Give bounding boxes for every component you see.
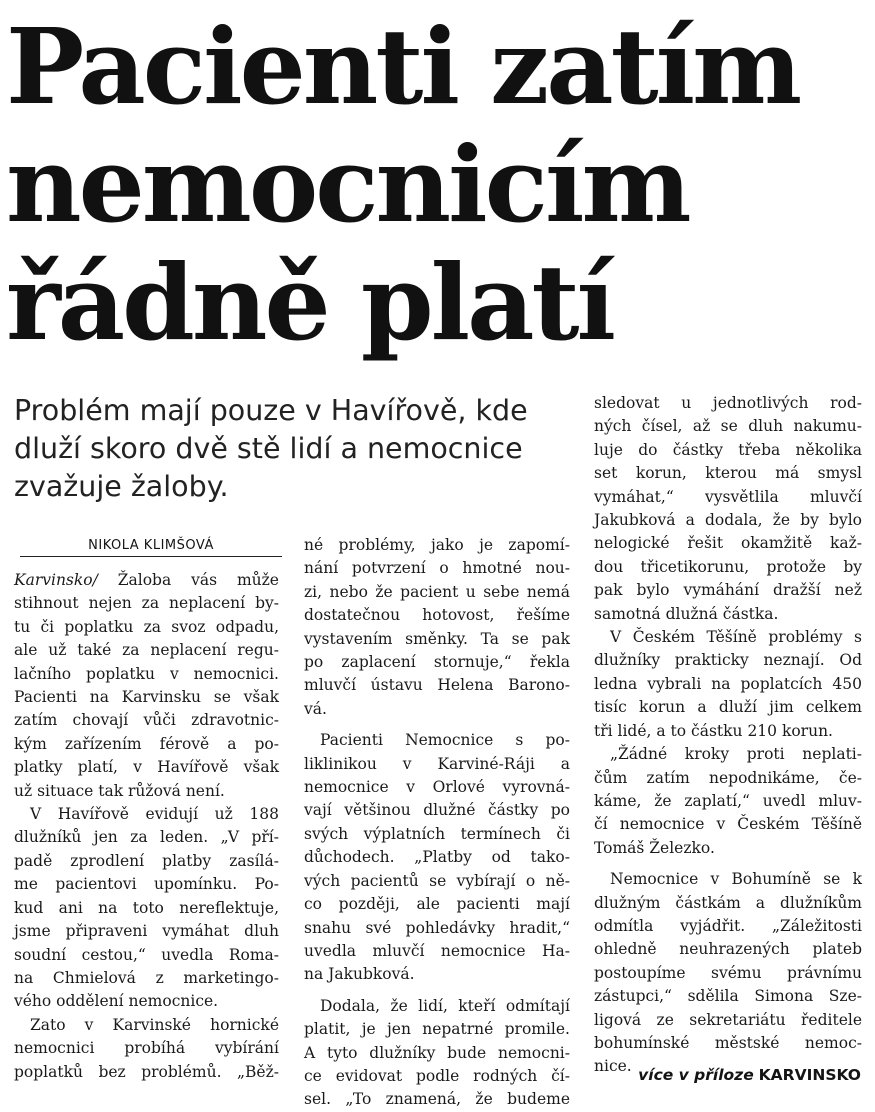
text-line: po zaplacení stornuje,“ řekla — [304, 653, 570, 672]
text-line: ohledně neuhrazených plateb — [594, 940, 862, 959]
text-line: vystavením směnky. Ta se pak — [304, 629, 570, 648]
text-line: Pacienti na Karvinsku se však — [14, 688, 279, 707]
text-line: dou třicetikorunu, protože by — [594, 557, 862, 576]
text-line: vých pacientů se vybírají o ně- — [304, 871, 570, 890]
lede-line: Problém mají pouze v Havířově, kde — [14, 394, 528, 427]
article-column-1 — [14, 569, 279, 1084]
text-line: tu či poplatku za svoz odpadu, — [14, 617, 279, 636]
text-line: Pacienti Nemocnice s po- — [320, 731, 570, 750]
text-line: na Chmielová z marketingo- — [14, 968, 279, 987]
text-line: snahu své pohledávky hradit,“ — [304, 918, 570, 937]
text-line: Karvinsko/ Žaloba vás může — [14, 571, 279, 589]
text-line: platit, je jen nepatrné promile. — [304, 1020, 570, 1039]
text-line: co později, ale pacienti mají — [304, 895, 570, 914]
text-line: lačního poplatku v nemocnici. — [14, 664, 279, 683]
text-line: ce evidovat podle rodných čí- — [304, 1066, 570, 1085]
text-line: ledna vybrali na poplatcích 450 — [594, 674, 862, 693]
text-line: kud ani na toto nereflektuje, — [14, 898, 279, 917]
text-line: dlužníků jen za leden. „V pří- — [14, 828, 279, 847]
text-line: dostatečnou hotovost, řešíme — [304, 606, 570, 625]
text-line: V Českém Těšíně problémy s — [610, 628, 862, 647]
text-line: vymáhat,“ vysvětlila mluvčí — [594, 487, 862, 506]
text-line: postoupíme svému právnímu — [594, 963, 862, 982]
text-line: soudní cestou,“ uvedla Roma- — [14, 945, 279, 964]
byline: NIKOLA KLIMŠOVÁ — [20, 538, 282, 557]
text-line: odmítla vyjádřit. „Záležitosti — [594, 916, 862, 935]
text-line: na Jakubková. — [304, 965, 415, 984]
text-line: platky platí, v Havířově však — [14, 758, 279, 777]
dateline: Karvinsko/ — [14, 571, 98, 589]
text-line: sledovat u jednotlivých rod- — [594, 394, 862, 412]
text-line: nelogické řešit okamžitě kaž- — [594, 534, 862, 553]
text-line: me pacientovi upomínku. Po- — [14, 875, 279, 894]
text-line: čí nemocnice v Českém Těšíně — [594, 815, 862, 834]
text-line: důchodech. „Platby od tako- — [304, 848, 570, 867]
headline-line: Pacienti zatím — [6, 5, 800, 128]
text-line: ných čísel, až se dluh nakumu- — [594, 417, 862, 436]
text-line: tisíc korun a dluží jim celkem — [594, 698, 862, 717]
text-line: „Žádné kroky proti neplati- — [610, 745, 862, 764]
text-line: vého oddělení nemocnice. — [14, 992, 219, 1011]
supplement-section: KARVINSKO — [758, 1066, 861, 1084]
lede-line: dluží skoro dvě stě lidí a nemocnice — [14, 432, 523, 465]
text-line: nemocnici probíhá vybírání — [14, 1039, 279, 1058]
text-line: sel. „To znamená, že budeme — [304, 1090, 570, 1109]
text-line: Dodala, že lidí, kteří odmítají — [320, 996, 570, 1015]
text-line: Jakubková a dodala, že by bylo — [594, 511, 862, 530]
text-line: zi, nebo že pacient u sebe nemá — [304, 582, 570, 601]
text-line: čům zatím nepodnikáme, če- — [594, 768, 862, 787]
lede-line: zvažuje žaloby. — [14, 470, 229, 503]
text-line: stihnout nejen za neplacení by- — [14, 594, 279, 613]
text-line: set korun, kterou má smysl — [594, 464, 862, 483]
supplement-reference — [638, 1066, 861, 1084]
text-line: tři lidé, a to částku 210 korun. — [594, 721, 833, 740]
text-line: vají většinou dlužné částky po — [304, 801, 570, 820]
text-line: káme, že zaplatí,“ uvedl mluv- — [594, 791, 862, 810]
text-line: vá. — [304, 699, 327, 718]
text-line: nemocnice v Orlové vyrovná- — [304, 778, 570, 797]
lede — [14, 392, 584, 506]
text-line: liklinikou v Karviné-Ráji a — [304, 754, 570, 773]
text-line: už situace tak růžová není. — [14, 781, 225, 800]
headline-line: řádně platí — [6, 241, 614, 364]
text-line: pak bylo vymáhání dražší než — [594, 581, 862, 600]
text-line: V Havířově evidují už 188 — [30, 805, 279, 824]
article-column-3 — [594, 392, 862, 1079]
text-line: Zato v Karvinské hornické — [30, 1015, 279, 1034]
text-line: uvedla mluvčí nemocnice Ha- — [304, 941, 570, 960]
text-line: svých výplatních termínech či — [304, 824, 570, 843]
text-line: A tyto dlužníky bude nemocni- — [304, 1043, 570, 1062]
text-line: kým zařízením férově a po- — [14, 734, 279, 753]
text-line: poplatků bez problémů. „Běž- — [14, 1062, 279, 1081]
article-column-2 — [304, 534, 570, 1112]
text-line: Nemocnice v Bohumíně se k — [610, 870, 862, 889]
text-line: zatím chovají vůči zdravotnic- — [14, 711, 279, 730]
text-line: dlužným částkám a dlužníkům — [594, 893, 862, 912]
headline — [6, 5, 866, 364]
headline-line: nemocnicím — [6, 123, 689, 246]
text-line: zástupci,“ sdělila Simona Sze- — [594, 987, 862, 1006]
text-line: ale už také za neplacení regu- — [14, 641, 279, 660]
supplement-prefix: více v příloze — [638, 1066, 754, 1084]
text-line: mluvčí ústavu Helena Barono- — [304, 676, 570, 695]
text-line: jsme připraveni vymáhat dluh — [14, 922, 279, 941]
text-line: ligová ze sekretariátu ředitele — [594, 1010, 862, 1029]
text-line: nání potvrzení o hmotné nou- — [304, 559, 570, 578]
text-line: luje do částky třeba několika — [594, 440, 862, 459]
text-line: dlužníky prakticky neznají. Od — [594, 651, 862, 670]
text-line: samotná dlužná částka. — [594, 604, 779, 623]
text-line: padě zprodlení platby zasílá- — [14, 851, 279, 870]
text-line: né problémy, jako je zapomí- — [304, 536, 570, 554]
text-line: Tomáš Železko. — [594, 838, 715, 857]
text-line: nice. — [594, 1057, 632, 1076]
text-line: bohumínské městské nemoc- — [594, 1033, 862, 1052]
